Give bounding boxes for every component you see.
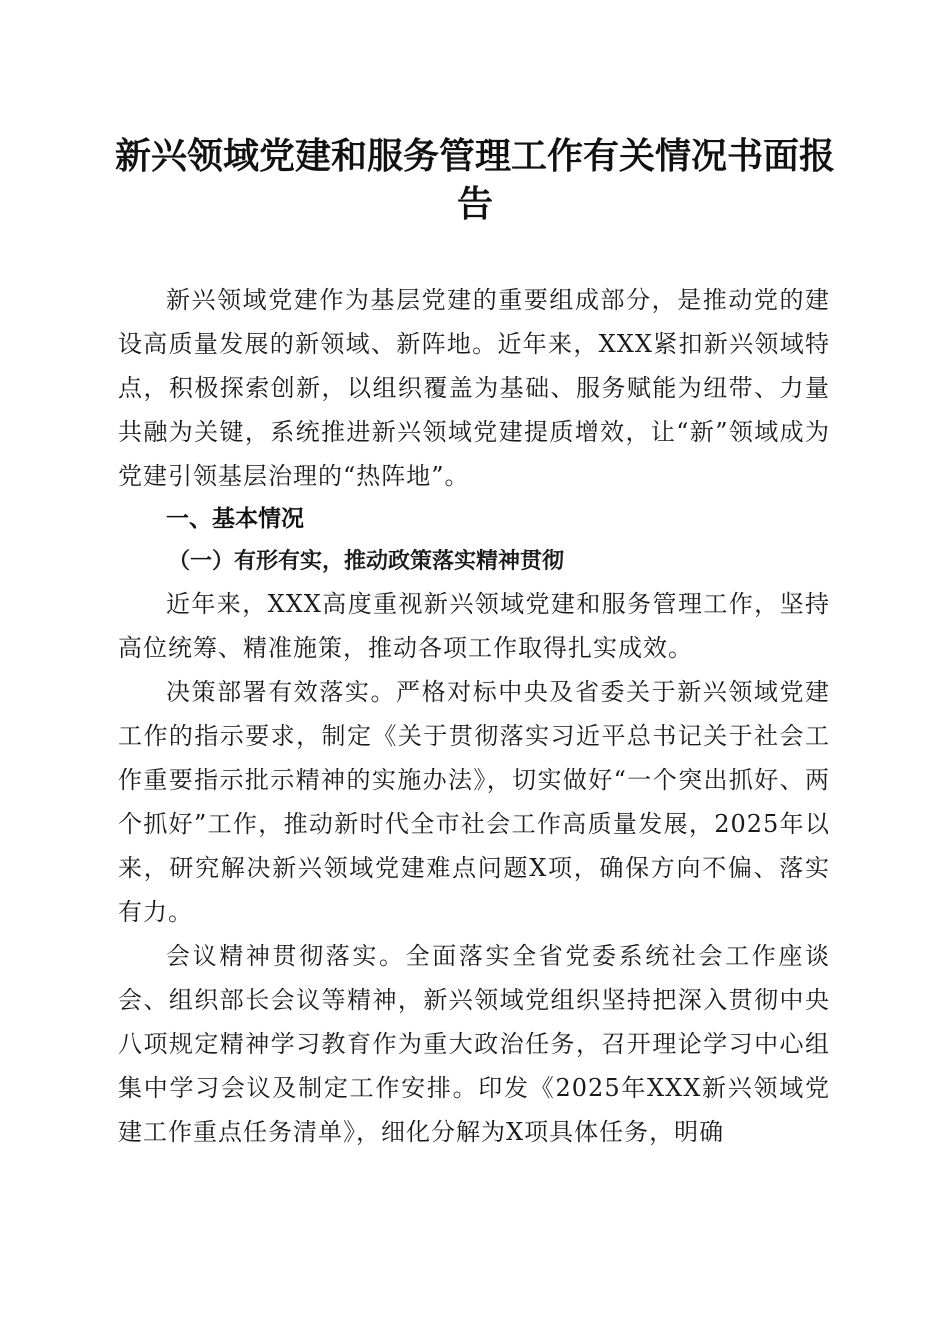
subsection-heading: （一）有形有实，推动政策落实精神贯彻 <box>168 548 565 574</box>
body-paragraph: 近年来，XXX高度重视新兴领域党建和服务管理工作，坚持高位统筹、精准施策，推动各项工作取得扎实成效。 <box>118 590 830 662</box>
body-paragraph: 决策部署有效落实。严格对标中央及省委关于新兴领域党建工作的指示要求，制定《关于贯彻落实习近平总书记关于社会工作重要指示批示精神的实施办法》，切实做好“一个突出抓好、两个抓好”工作，推动新时代全市社会工作高质量发展，2025年以来，研究解决新兴领域党建难点问题X项，确保方向不偏、落实有力。 <box>118 678 830 926</box>
body-paragraph: 会议精神贯彻落实。全面落实全省党委系统社会工作座谈会、组织部长会议等精神，新兴领域党组织坚持把深入贯彻中央八项规定精神学习教育作为重大政治任务，召开理论学习中心组集中学习会议及制定工作安排。印发《2025年XXX新兴领域党建工作重点任务清单》，细化分解为X项具体任务，明确 <box>118 942 830 1146</box>
intro-paragraph: 新兴领域党建作为基层党建的重要组成部分，是推动党的建设高质量发展的新领域、新阵地。近年来，XXX紧扣新兴领域特点，积极探索创新，以组织覆盖为基础、服务赋能为纽带、力量共融为关键，系统推进新兴领域党建提质增效，让“新”领域成为党建引领基层治理的“热阵地”。 <box>118 286 830 490</box>
section-heading: 一、基本情况 <box>166 506 304 532</box>
document-body <box>118 278 830 1154</box>
document-title: 新兴领域党建和服务管理工作有关情况书面报告 <box>114 135 835 225</box>
